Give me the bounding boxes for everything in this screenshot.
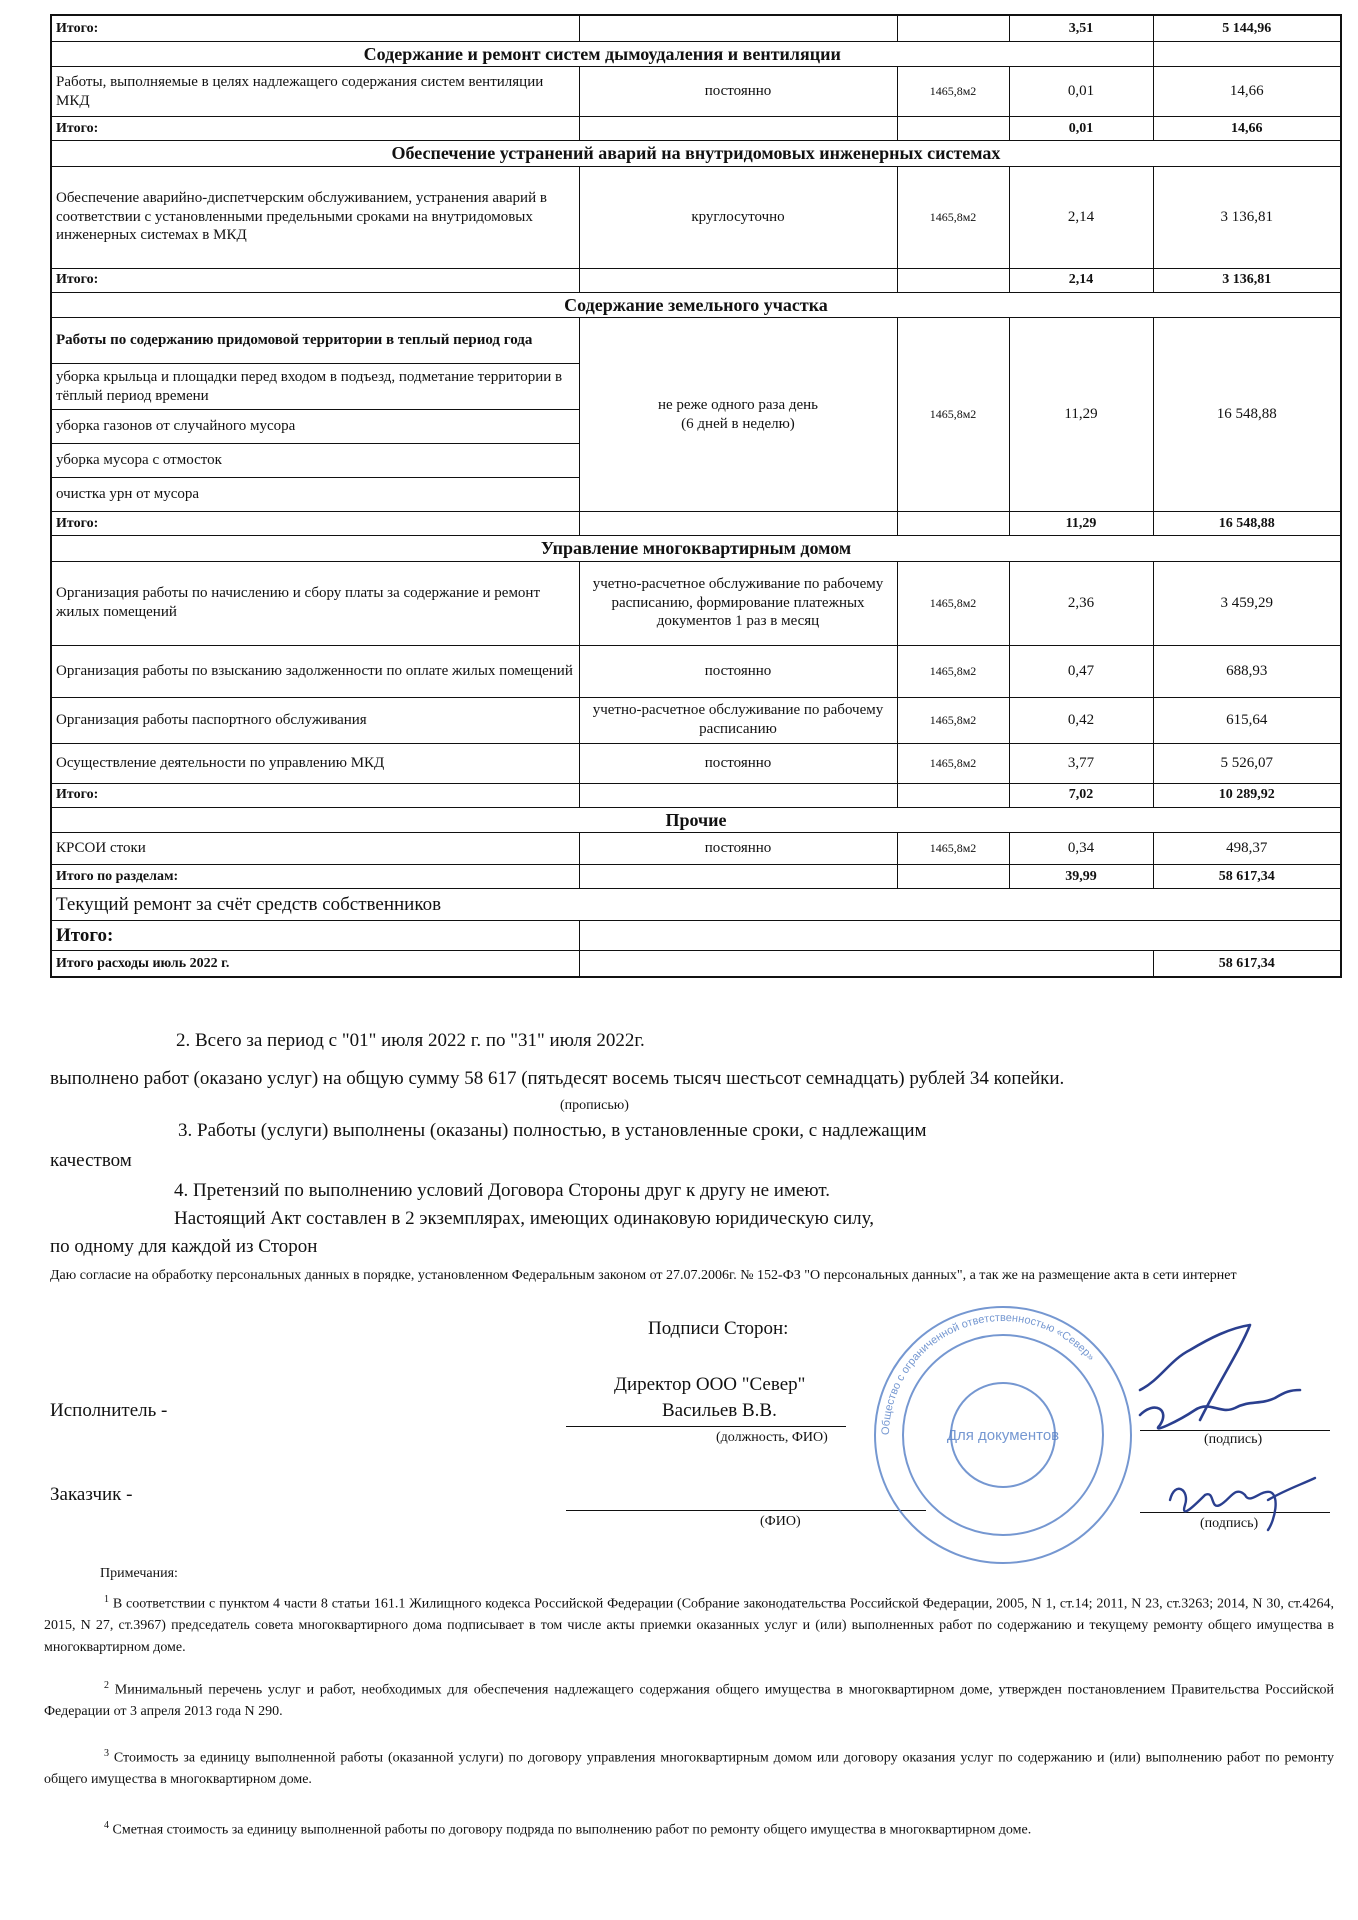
rate-cell: 0,47 xyxy=(1009,645,1153,697)
total-sum: 16 548,88 xyxy=(1153,512,1341,536)
note-2 xyxy=(44,1678,1334,1723)
paragraph-3-line-2: качеством xyxy=(50,1150,132,1171)
total-sum: 58 617,34 xyxy=(1153,865,1341,889)
total-label: Итого: xyxy=(51,268,579,292)
rate-cell: 0,34 xyxy=(1009,833,1153,865)
period-line: (6 дней в неделю) xyxy=(681,415,795,432)
period-cell: круглосуточно xyxy=(579,166,897,268)
paragraph-3-line-1: 3. Работы (услуги) выполнены (оказаны) полностью, в установленные сроки, с надлежащим xyxy=(178,1120,927,1141)
total-label: Итого: xyxy=(51,117,579,141)
paragraph-5-line-1: Настоящий Акт составлен в 2 экземплярах, имеющих одинаковую юридическую силу, xyxy=(174,1208,874,1229)
rate-cell: 2,14 xyxy=(1009,166,1153,268)
executor-caption: (должность, ФИО) xyxy=(716,1430,828,1445)
section-title: Управление многоквартирным домом xyxy=(51,536,1341,562)
work-cell: Организация работы по взысканию задолженности по оплате жилых помещений xyxy=(51,645,579,697)
table-row xyxy=(51,318,1341,364)
svg-text:Общество с ограниченной ответс xyxy=(880,1312,1097,1435)
table-row xyxy=(51,166,1341,268)
customer-caption: (ФИО) xyxy=(760,1514,801,1529)
section-title: Содержание и ремонт систем дымоудаления и вентиляции xyxy=(51,41,1153,67)
total-rate: 39,99 xyxy=(1009,865,1153,889)
stamp-center-text: Для документов xyxy=(946,1427,1060,1444)
table-row xyxy=(51,15,1341,41)
note-text: Стоимость за единицу выполненной работы (оказанной услуги) по договору управления многоквартирным домом или договору оказания услуг по содержанию и (или) выполнению работ по ремонту общего имущества в многоквартирном доме. xyxy=(44,1750,1334,1788)
note-4 xyxy=(44,1818,1334,1841)
executor-name-line xyxy=(566,1426,846,1427)
sum-cell: 3 459,29 xyxy=(1153,561,1341,645)
note-text: Сметная стоимость за единицу выполненной работы по договору подряда по выполнению работ по ремонту общего имущества в многоквартирном доме. xyxy=(112,1822,1032,1838)
work-cell: уборка газонов от случайного мусора xyxy=(51,410,579,444)
area-cell: 1465,8м2 xyxy=(897,697,1009,743)
repair-label: Текущий ремонт за счёт средств собственников xyxy=(51,889,1341,921)
total-sum: 58 617,34 xyxy=(1153,951,1341,977)
sum-cell: 5 526,07 xyxy=(1153,743,1341,783)
table-row xyxy=(51,833,1341,865)
area-cell: 1465,8м2 xyxy=(897,743,1009,783)
work-cell: Обеспечение аварийно-диспетчерским обслуживанием, устранения аварий в соответствии с установленными предельными сроками на внутридомовых инженерных системах в МКД xyxy=(51,166,579,268)
executor-label: Исполнитель - xyxy=(50,1400,168,1421)
table-row xyxy=(51,268,1341,292)
customer-label: Заказчик - xyxy=(50,1484,133,1505)
table-row xyxy=(51,561,1341,645)
works-table xyxy=(50,14,1342,978)
section-title: Обеспечение устранений аварий на внутридомовых инженерных системах xyxy=(51,141,1341,167)
work-cell: уборка крыльца и площадки перед входом в подъезд, подметание территории в тёплый период времени xyxy=(51,364,579,410)
paragraph-4: 4. Претензий по выполнению условий Договора Стороны друг к другу не имеют. xyxy=(174,1180,830,1201)
total-label: Итого: xyxy=(51,15,579,41)
table-row xyxy=(51,743,1341,783)
section-title-row xyxy=(51,292,1341,318)
total-rate: 0,01 xyxy=(1009,117,1153,141)
paragraph-5-line-2: по одному для каждой из Сторон xyxy=(50,1236,318,1257)
note-mark: 3 xyxy=(104,1748,109,1759)
sum-cell: 14,66 xyxy=(1153,67,1341,117)
period-cell: учетно-расчетное обслуживание по рабочему расписанию, формирование платежных документов 1 раз в месяц xyxy=(579,561,897,645)
propisyu-caption: (прописью) xyxy=(560,1098,629,1113)
total-sum: 5 144,96 xyxy=(1153,15,1341,41)
sum-cell: 688,93 xyxy=(1153,645,1341,697)
executor-signature xyxy=(1100,1320,1340,1440)
consent-text: Даю согласие на обработку персональных данных в порядке, установленном Федеральным законом от 27.07.2006г. № 152-ФЗ "О персональных данных", а так же на размещение акта в сети интернет xyxy=(50,1268,1237,1283)
table-row xyxy=(51,117,1341,141)
work-cell: очистка урн от мусора xyxy=(51,478,579,512)
table-row xyxy=(51,645,1341,697)
rate-cell: 0,42 xyxy=(1009,697,1153,743)
note-3 xyxy=(44,1746,1334,1791)
table-row xyxy=(51,697,1341,743)
table-row xyxy=(51,921,1341,951)
note-text: Минимальный перечень услуг и работ, необходимых для обеспечения надлежащего содержания общего имущества в многоквартирном доме, утвержден постановлением Правительства Российской Федерации от 3 апреля 2013 года N 290. xyxy=(44,1682,1334,1720)
total-sum: 14,66 xyxy=(1153,117,1341,141)
section-title-row xyxy=(51,536,1341,562)
sum-cell: 615,64 xyxy=(1153,697,1341,743)
total-rate: 3,51 xyxy=(1009,15,1153,41)
work-cell: Организация работы по начислению и сбору платы за содержание и ремонт жилых помещений xyxy=(51,561,579,645)
work-cell: Организация работы паспортного обслуживания xyxy=(51,697,579,743)
work-heading-cell: Работы по содержанию придомовой территории в теплый период года xyxy=(51,318,579,364)
total-label: Итого: xyxy=(51,783,579,807)
total-label: Итого расходы июль 2022 г. xyxy=(51,951,579,977)
note-mark: 4 xyxy=(104,1820,109,1831)
period-cell: постоянно xyxy=(579,645,897,697)
area-cell: 1465,8м2 xyxy=(897,561,1009,645)
work-cell: уборка мусора с отмосток xyxy=(51,444,579,478)
period-line: не реже одного раза день xyxy=(657,396,819,413)
table-row xyxy=(51,865,1341,889)
total-sum: 3 136,81 xyxy=(1153,268,1341,292)
section-title: Прочие xyxy=(51,807,1341,833)
section-title: Содержание земельного участка xyxy=(51,292,1341,318)
section-title-row xyxy=(51,41,1341,67)
note-1 xyxy=(44,1592,1334,1659)
work-cell: КРСОИ стоки xyxy=(51,833,579,865)
total-sum: 10 289,92 xyxy=(1153,783,1341,807)
total-label: Итого по разделам: xyxy=(51,865,579,889)
work-cell: Работы, выполняемые в целях надлежащего содержания систем вентиляции МКД xyxy=(51,67,579,117)
total-label: Итого: xyxy=(51,921,579,951)
notes-title: Примечания: xyxy=(100,1566,178,1581)
table-row xyxy=(51,889,1341,921)
table-row xyxy=(51,951,1341,977)
note-text: В соответствии с пунктом 4 части 8 статьи 161.1 Жилищного кодекса Российской Федерации (Собрание законодательства Российской Федерации, 2005, N 1, ст.14; 2011, N 23, ст.3263; 2014, N 30, ст.4264, 2015, N 27, ст.3967) председатель совета многоквартирного дома подписывает в том числе акты приемки оказанных услуг и (или) выполненных работ по содержанию и текущему ремонту общего имущества в многоквартирном доме. xyxy=(44,1596,1335,1656)
period-cell: постоянно xyxy=(579,67,897,117)
company-stamp xyxy=(868,1300,1138,1570)
note-mark: 1 xyxy=(104,1594,109,1605)
rate-cell: 2,36 xyxy=(1009,561,1153,645)
area-cell: 1465,8м2 xyxy=(897,318,1009,512)
note-mark: 2 xyxy=(104,1680,109,1691)
sum-cell: 16 548,88 xyxy=(1153,318,1341,512)
paragraph-2-line-1: 2. Всего за период с "01" июля 2022 г. по "31" июля 2022г. xyxy=(176,1030,645,1051)
total-label: Итого: xyxy=(51,512,579,536)
customer-sign-caption: (подпись) xyxy=(1200,1516,1259,1531)
area-cell: 1465,8м2 xyxy=(897,166,1009,268)
total-rate: 11,29 xyxy=(1009,512,1153,536)
sum-cell: 3 136,81 xyxy=(1153,166,1341,268)
period-cell xyxy=(579,318,897,512)
signatures-title: Подписи Сторон: xyxy=(648,1318,789,1339)
work-cell: Осуществление деятельности по управлению МКД xyxy=(51,743,579,783)
rate-cell: 0,01 xyxy=(1009,67,1153,117)
area-cell: 1465,8м2 xyxy=(897,645,1009,697)
sum-cell: 498,37 xyxy=(1153,833,1341,865)
customer-signature xyxy=(1150,1450,1330,1540)
section-title-row xyxy=(51,141,1341,167)
executor-position: Директор ООО "Север" xyxy=(614,1374,806,1395)
section-title-row xyxy=(51,807,1341,833)
table-row xyxy=(51,783,1341,807)
table-row xyxy=(51,512,1341,536)
executor-sign-caption: (подпись) xyxy=(1204,1432,1263,1447)
area-cell: 1465,8м2 xyxy=(897,833,1009,865)
paragraph-2-line-2: выполнено работ (оказано услуг) на общую сумму 58 617 (пятьдесят восемь тысяч шестьсот семнадцать) рублей 34 копейки. xyxy=(50,1068,1065,1089)
table-row xyxy=(51,67,1341,117)
period-cell: постоянно xyxy=(579,743,897,783)
period-cell: постоянно xyxy=(579,833,897,865)
rate-cell: 11,29 xyxy=(1009,318,1153,512)
area-cell: 1465,8м2 xyxy=(897,67,1009,117)
rate-cell: 3,77 xyxy=(1009,743,1153,783)
total-rate: 2,14 xyxy=(1009,268,1153,292)
period-cell: учетно-расчетное обслуживание по рабочему расписанию xyxy=(579,697,897,743)
executor-name: Васильев В.В. xyxy=(662,1400,777,1421)
stamp-ring-text: Общество с ограниченной ответственностью «Север» xyxy=(879,1311,1097,1436)
total-rate: 7,02 xyxy=(1009,783,1153,807)
